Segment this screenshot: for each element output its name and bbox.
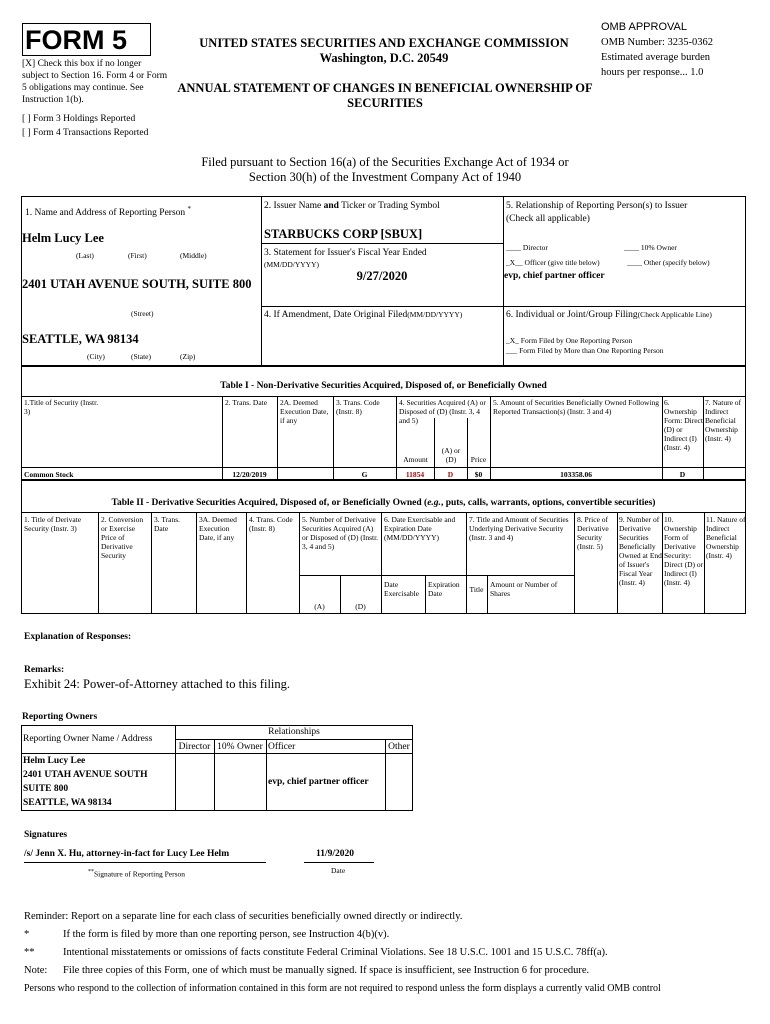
t1-row-aord: D xyxy=(447,470,454,479)
t1-col5-header: 5. Amount of Securities Beneficially Owned Following Reported Transaction(s) (Instr. 3 and 4) xyxy=(493,398,660,416)
signature-caption-text: Signature of Reporting Person xyxy=(94,869,186,879)
filed-by-more-persons[interactable]: ___ Form Filed by More than One Reporting Person xyxy=(506,346,664,355)
form4-transactions-checkbox[interactable]: [ ] Form 4 Transactions Reported xyxy=(22,128,149,138)
t1-price-header: Price xyxy=(470,455,487,464)
divider xyxy=(261,243,503,244)
box6-label xyxy=(506,309,712,321)
box3-label: 3. Statement for Issuer's Fiscal Year Ended xyxy=(264,248,427,258)
divider xyxy=(333,396,334,480)
box1-star: * xyxy=(187,205,192,213)
box6-label-small: (Check Applicable Line) xyxy=(637,310,712,319)
date-line xyxy=(304,862,374,863)
omb-burden-line1: Estimated average burden xyxy=(601,52,711,63)
officer-title: evp, chief partner officer xyxy=(504,271,605,281)
t2-col8-header: 8. Price of Derivative Security (Instr. 5) xyxy=(577,515,609,551)
omb-approval: OMB APPROVAL xyxy=(601,21,687,33)
street-caption: (Street) xyxy=(131,309,154,318)
box4-sub: (MM/DD/YYYY) xyxy=(407,310,463,319)
owners-relationships: Relationships xyxy=(268,727,320,737)
table1-title: Table I - Non-Derivative Securities Acquired, Disposed of, or Beneficially Owned xyxy=(220,381,547,391)
omb-number: OMB Number: 3235-0362 xyxy=(601,37,713,48)
t1-col6-header: 6. Ownership Form: Direct (D) or Indirect (I) (Instr. 4) xyxy=(664,398,703,452)
street-address: 2401 UTAH AVENUE SOUTH, SUITE 800 xyxy=(22,277,252,291)
t1-col7-header: 7. Nature of Indirect Beneficial Ownership (Instr. 4) xyxy=(705,398,742,443)
box2-label-and: and xyxy=(323,201,339,211)
divider xyxy=(574,512,575,614)
table2-title-b: , puts, calls, warrants, options, convertible securities) xyxy=(440,498,656,508)
agency-name: UNITED STATES SECURITIES AND EXCHANGE COMMISSION xyxy=(199,36,569,50)
box4-label-text: 4. If Amendment, Date Original Filed xyxy=(264,310,408,320)
footnote-dstar-mark: ** xyxy=(24,947,35,958)
t1-row-amount: 11854 xyxy=(405,470,425,479)
divider xyxy=(21,753,413,754)
divider xyxy=(662,396,663,480)
t2-col11-header: 11. Nature of Indirect Beneficial Ownership (Instr. 4) xyxy=(706,515,746,560)
filed-pursuant-line1: Filed pursuant to Section 16(a) of the Securities Exchange Act of 1934 or xyxy=(201,155,569,169)
divider xyxy=(246,512,247,614)
last-caption: (Last) xyxy=(76,251,94,260)
divider xyxy=(222,396,223,480)
city-caption: (City) xyxy=(87,352,105,361)
table2-title xyxy=(21,497,746,509)
first-caption: (First) xyxy=(128,251,147,260)
footnote-star-mark: * xyxy=(24,929,30,940)
t2-col4-header: 4. Trans. Code (Instr. 8) xyxy=(249,515,293,533)
issuer-name-ticker: STARBUCKS CORP [SBUX] xyxy=(264,227,423,241)
divider xyxy=(21,396,746,397)
filed-by-one-person[interactable]: _X_ Form Filed by One Reporting Person xyxy=(506,336,633,345)
signature-line xyxy=(24,862,266,863)
footnote-star-text: If the form is filed by more than one reporting person, see Instruction 4(b)(v). xyxy=(63,929,390,940)
note-mark: Note: xyxy=(24,965,48,976)
signatures-label: Signatures xyxy=(24,830,68,840)
t1-col2a-header: 2A. Deemed Execution Date, if any xyxy=(280,398,329,425)
t2-col7-header: 7. Title and Amount of Securities Underlying Derivative Security (Instr. 3 and 4) xyxy=(469,515,569,542)
t2-date-ex-header: Date Exercisable xyxy=(384,580,419,598)
officer-option[interactable]: _X__ Officer (give title below) xyxy=(506,258,600,267)
zip-caption: (Zip) xyxy=(180,352,196,361)
director-option[interactable]: ____ Director xyxy=(506,243,548,252)
other-option[interactable]: ____ Other (specify below) xyxy=(627,258,710,267)
box2-label xyxy=(264,200,440,212)
divider xyxy=(487,575,488,614)
box4-label xyxy=(264,309,462,321)
reminder-text: Reminder: Report on a separate line for each class of securities beneficially owned directly or indirectly. xyxy=(24,911,463,922)
city-state-zip: SEATTLE, WA 98134 xyxy=(22,332,139,346)
t2-col6-header: 6. Date Exercisable and Expiration Date (MM/DD/YYYY) xyxy=(384,515,456,542)
divider xyxy=(261,306,746,307)
persons-text: Persons who respond to the collection of information contained in this form are not required to respond unless the form displays a currently valid OMB control xyxy=(24,983,661,994)
box5-sub: (Check all applicable) xyxy=(506,214,590,224)
divider xyxy=(396,396,397,480)
t2-col2-header: 2. Conversion or Exercise Price of Derivative Security xyxy=(101,515,144,560)
divider xyxy=(299,575,574,576)
t2-col3-header: 3. Trans. Date xyxy=(154,515,181,533)
t1-row-code: G xyxy=(361,470,368,479)
box2-label-b: Ticker or Trading Symbol xyxy=(338,201,440,211)
owners-col-officer: Officer xyxy=(268,742,296,752)
signature-caption-stars: ** xyxy=(88,869,94,875)
divider xyxy=(299,512,300,614)
box2-label-a: 2. Issuer Name xyxy=(264,201,324,211)
t1-row-title: Common Stock xyxy=(24,470,74,479)
table2-title-eg: e.g. xyxy=(427,498,441,508)
owner-name: Helm Lucy Lee xyxy=(23,756,86,766)
signature-caption xyxy=(88,868,185,879)
box5-label: 5. Relationship of Reporting Person(s) to Issuer xyxy=(506,201,688,211)
reporter-name: Helm Lucy Lee xyxy=(22,231,104,245)
t1-col4-header: 4. Securities Acquired (A) or Disposed of (D) (Instr. 3, 4 and 5) xyxy=(399,398,486,425)
agency-location: Washington, D.C. 20549 xyxy=(319,51,449,65)
form-title: FORM 5 xyxy=(25,25,128,55)
t1-col2-header: 2. Trans. Date xyxy=(225,398,268,407)
owner-address-line1: 2401 UTAH AVENUE SOUTH xyxy=(23,770,148,780)
owners-col-director: Director xyxy=(178,742,211,752)
box6-label-text: 6. Individual or Joint/Group Filing xyxy=(506,310,638,320)
owners-col-name: Reporting Owner Name / Address xyxy=(23,734,153,744)
t2-col5-header: 5. Number of Derivative Securities Acquired (A) or Disposed of (D) (Instr. 3, 4 and 5) xyxy=(302,515,379,551)
divider xyxy=(196,512,197,614)
box1-label-text: 1. Name and Address of Reporting Person xyxy=(25,208,186,219)
t1-row-form: D xyxy=(679,470,686,479)
note-text: File three copies of this Form, one of which must be manually signed. If space is insufficient, see Instruction 6 for procedure. xyxy=(63,965,590,976)
box3-sub: (MM/DD/YYYY) xyxy=(264,260,319,269)
owners-col-ten-pct: 10% Owner xyxy=(217,742,263,752)
owner-officer-value: evp, chief partner officer xyxy=(268,777,369,787)
signature-date: 11/9/2020 xyxy=(316,849,355,859)
t2-col3a-header: 3A. Deemed Execution Date, if any xyxy=(199,515,237,542)
filed-pursuant-line2: Section 30(h) of the Investment Company Act of 1940 xyxy=(248,170,522,184)
remarks-label: Remarks: xyxy=(24,665,65,675)
t2-col10-header: 10. Ownership Form of Derivative Security: Direct (D) or Indirect (I) (Instr. 4) xyxy=(664,515,704,587)
t2-col1-header: 1. Title of Derivate Security (Instr. 3) xyxy=(24,515,82,533)
divider xyxy=(21,467,746,468)
t1-row-owned: 103358.06 xyxy=(560,470,592,479)
t2-exp-date-header: Expiration Date xyxy=(428,580,460,598)
divider xyxy=(175,739,413,740)
t1-col3-header: 3. Trans. Code (Instr. 8) xyxy=(336,398,380,416)
signer-name: /s/ Jenn X. Hu, attorney-in-fact for Lucy Lee Helm xyxy=(24,849,230,859)
t2-a-header: (A) xyxy=(314,602,325,611)
footnote-dstar-text: Intentional misstatements or omissions of facts constitute Federal Criminal Violations. See 18 U.S.C. 1001 and 15 U.S.C. 78ff(a). xyxy=(63,947,608,958)
owner-address-line2: SUITE 800 xyxy=(23,784,69,794)
fiscal-year-ended: 9/27/2020 xyxy=(356,269,408,283)
t1-row-date: 12/20/2019 xyxy=(232,470,267,479)
date-caption: Date xyxy=(331,866,346,875)
omb-burden-line2: hours per response... 1.0 xyxy=(601,67,704,78)
form-title-box xyxy=(22,23,151,56)
ten-pct-owner-option[interactable]: ____ 10% Owner xyxy=(624,243,677,252)
t2-title-header: Title xyxy=(469,585,484,594)
t2-d-header: (D) xyxy=(355,602,366,611)
checkbox-no-longer-subject[interactable]: [X] Check this box if no longer subject to Section 16. Form 4 or Form 5 obligations may continue. See Instruction 1(b). xyxy=(22,59,168,105)
divider xyxy=(151,512,152,614)
t2-amount-shares-header: Amount or Number of Shares xyxy=(490,580,558,598)
divider xyxy=(277,396,278,480)
divider xyxy=(98,512,99,614)
t2-col9-header: 9. Number of Derivative Securities Beneficially Owned at End of Issuer's Fiscal Year (Instr. 4) xyxy=(619,515,662,587)
t1-amount-header: Amount xyxy=(403,455,428,464)
form3-holdings-checkbox[interactable]: [ ] Form 3 Holdings Reported xyxy=(22,114,136,124)
owner-address-line3: SEATTLE, WA 98134 xyxy=(23,798,112,808)
t1-col1-header: 1.Title of Security (Instr. 3) xyxy=(24,398,99,416)
box1-label xyxy=(25,203,191,219)
middle-caption: (Middle) xyxy=(180,251,207,260)
divider xyxy=(266,739,267,811)
statement-title: ANNUAL STATEMENT OF CHANGES IN BENEFICIAL OWNERSHIP OF SECURITIES xyxy=(177,81,593,110)
divider xyxy=(381,512,382,614)
divider xyxy=(21,512,746,513)
remarks-text: Exhibit 24: Power-of-Attorney attached to this filing. xyxy=(24,677,291,691)
owners-col-other: Other xyxy=(388,742,410,752)
t1-aord-header: (A) or (D) xyxy=(441,446,461,464)
reporting-owners-label: Reporting Owners xyxy=(22,712,98,722)
table2-title-a: Table II - Derivative Securities Acquired, Disposed of, or Beneficially Owned ( xyxy=(111,498,428,508)
explanation-label: Explanation of Responses: xyxy=(24,632,132,642)
state-caption: (State) xyxy=(131,352,151,361)
t1-row-price: $0 xyxy=(474,470,483,479)
divider xyxy=(617,512,618,614)
